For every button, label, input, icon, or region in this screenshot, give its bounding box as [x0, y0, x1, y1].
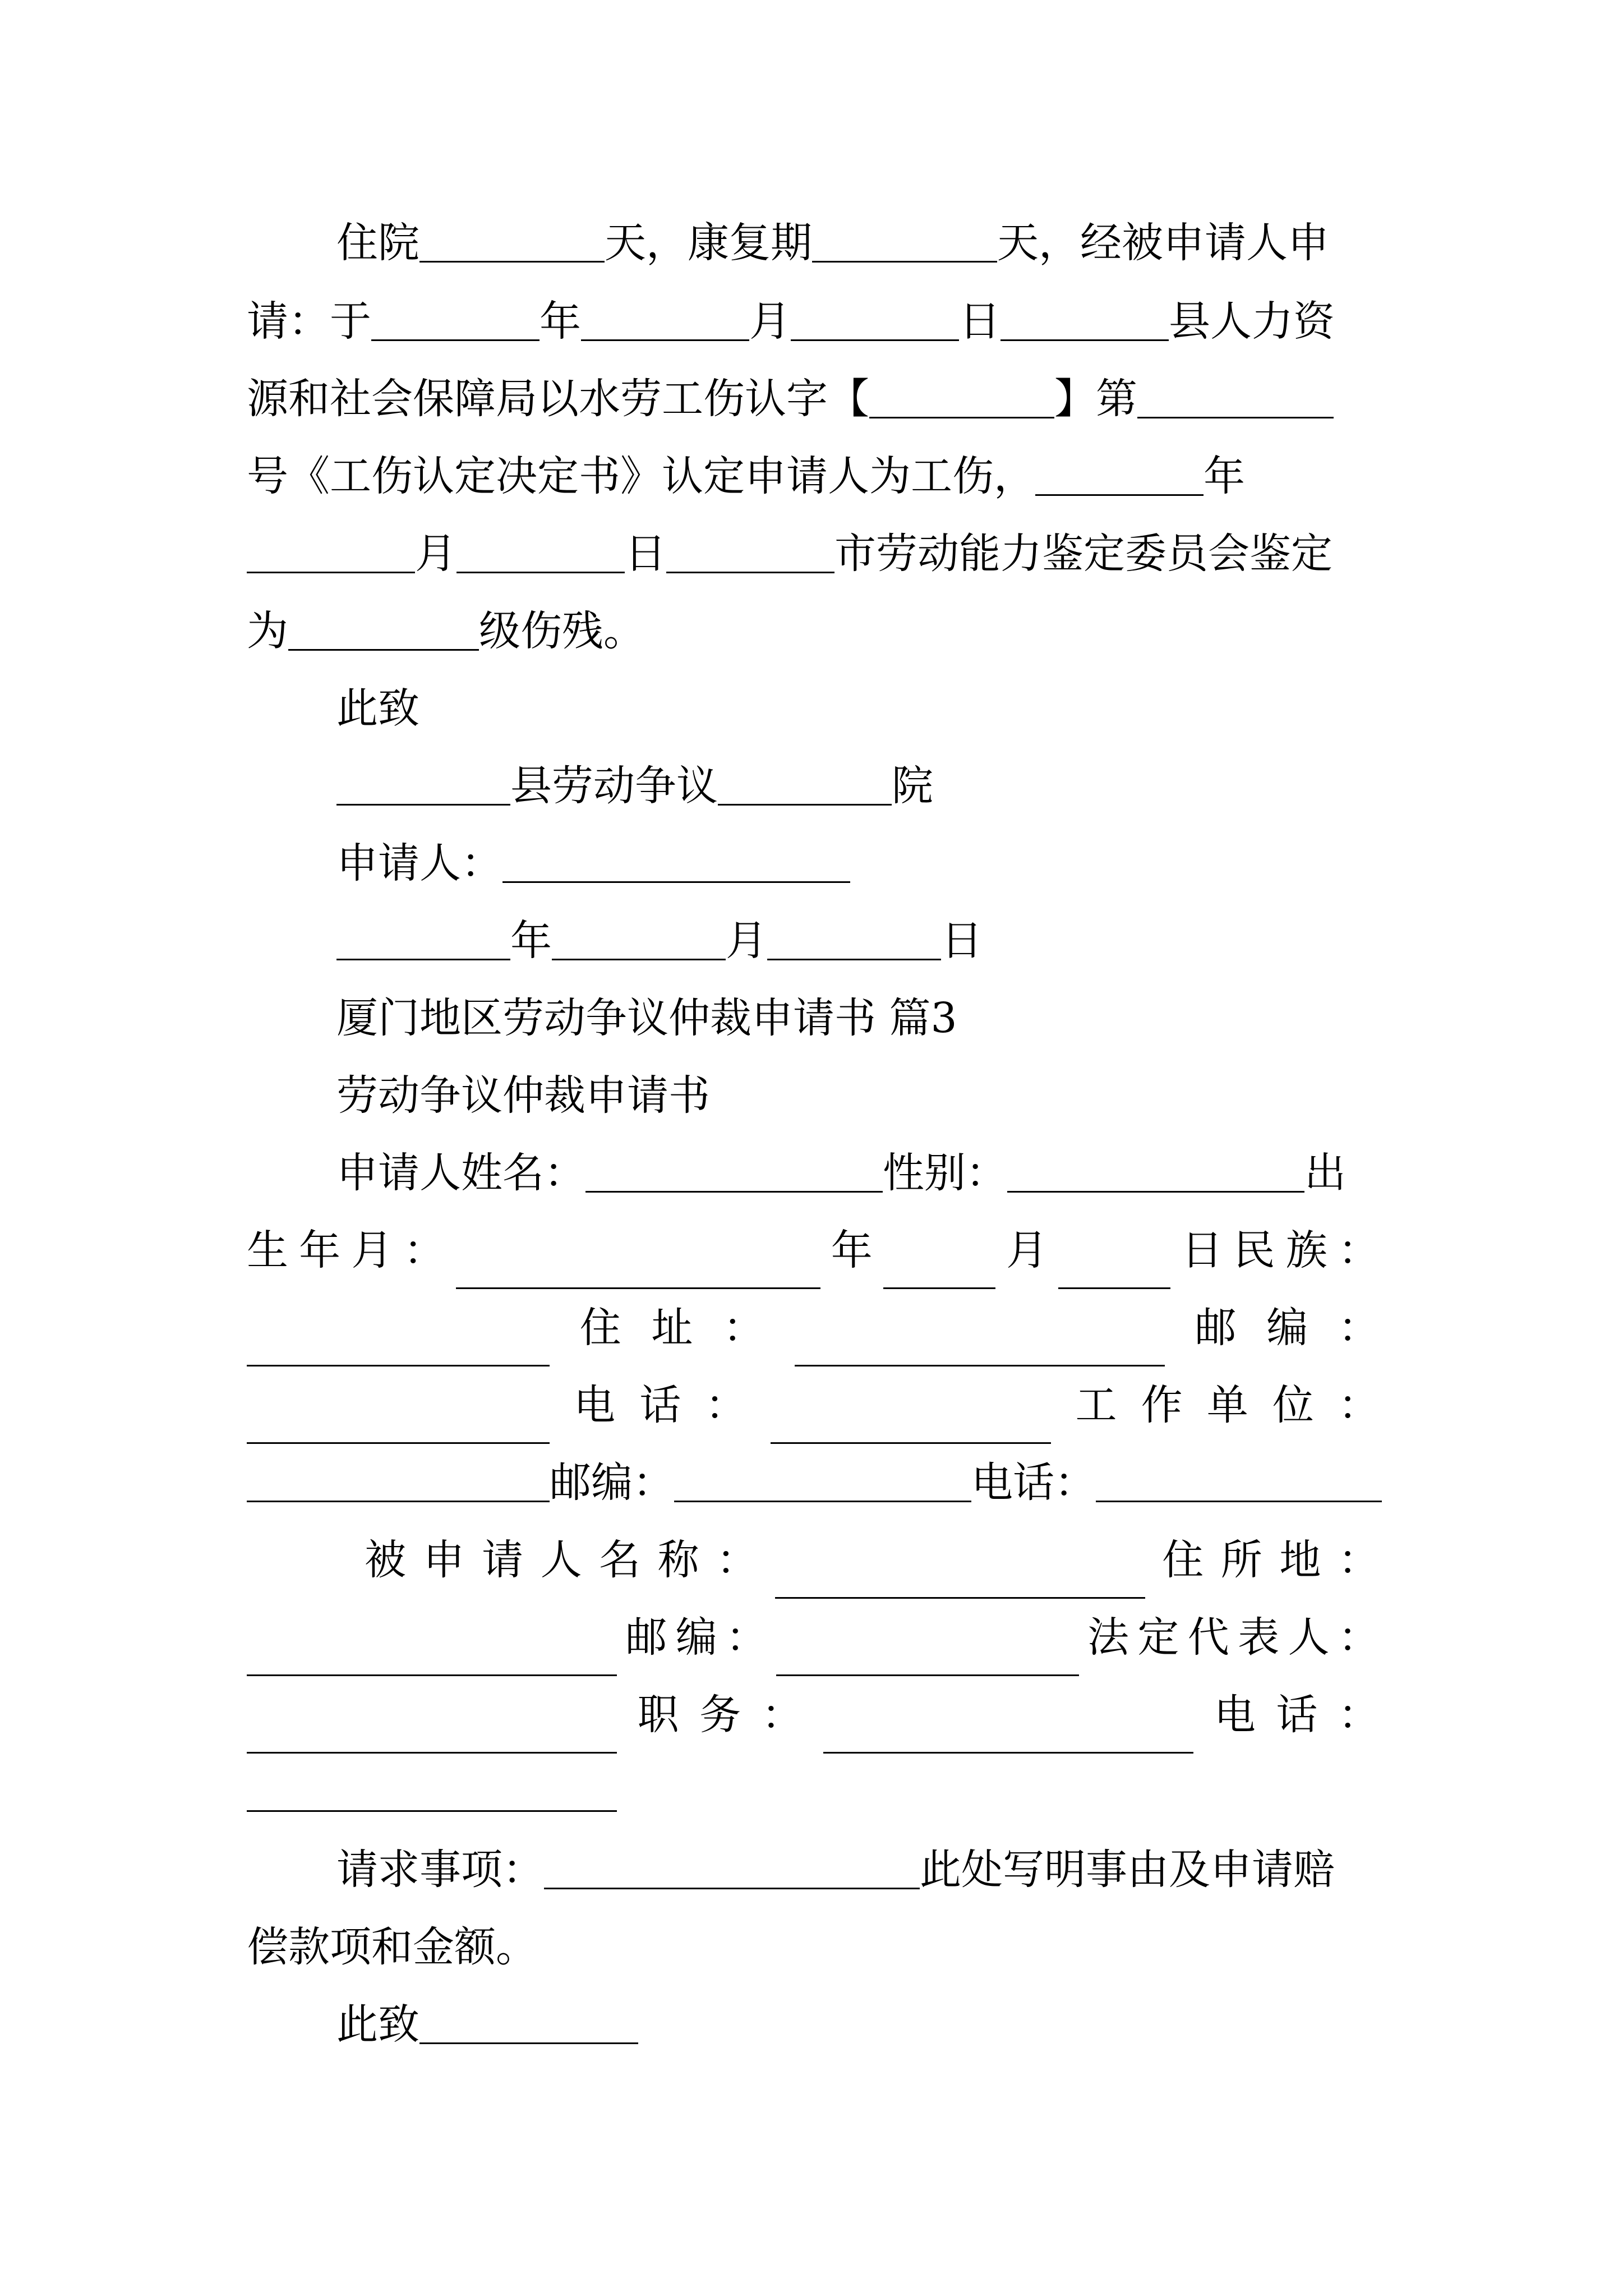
text: ：: [1338, 1536, 1380, 1584]
text: 月: [415, 530, 457, 578]
blank-field: [247, 1710, 617, 1754]
text: 日: [941, 917, 983, 965]
document-title: [336, 1057, 1380, 1134]
blank-field: [247, 1323, 550, 1366]
text: 】第: [1054, 375, 1137, 423]
text: 职: [637, 1691, 679, 1739]
text: 月: [726, 917, 767, 965]
text: 人: [1288, 1613, 1330, 1662]
blank-field: [581, 298, 749, 341]
text: 邮: [625, 1613, 667, 1662]
text: 厦门地区劳动争议仲裁申请书 篇3: [336, 994, 957, 1042]
blank-field: [585, 1149, 883, 1193]
paragraph-1-line-2: [247, 283, 1380, 360]
blank-field: [247, 1401, 550, 1444]
blank-field: [247, 1459, 550, 1502]
text: 此致: [336, 684, 419, 733]
text: 为: [247, 607, 288, 655]
blank-field: [502, 840, 850, 883]
text: 申请人姓名：: [336, 1149, 585, 1197]
text: 民: [1233, 1226, 1275, 1274]
respondent-info-line-3: [247, 1676, 1380, 1754]
text: ：: [705, 1381, 747, 1429]
request-line-2: [247, 1908, 1380, 1986]
text: 工: [1075, 1381, 1117, 1429]
text: 称: [657, 1536, 699, 1584]
text: 市劳动能力鉴定委员会鉴定: [834, 530, 1332, 578]
text: 话: [639, 1381, 681, 1429]
respondent-info-line-1: [365, 1521, 1380, 1599]
text: 日: [959, 297, 1000, 346]
text: 编: [675, 1613, 717, 1662]
blank-field: [247, 1633, 617, 1676]
blank-field: [823, 1710, 1193, 1754]
blank-field: [795, 1323, 1165, 1366]
paragraph-1-line-4: [247, 438, 1380, 515]
date-line: [336, 902, 1380, 979]
text: ：: [723, 1304, 765, 1352]
paragraph-1-line-3: [247, 360, 1380, 438]
text: ：: [1338, 1381, 1380, 1429]
blank-field: [771, 1401, 1051, 1444]
text: 年: [510, 917, 552, 965]
text: 年: [540, 297, 581, 346]
blank-field: [718, 762, 892, 806]
text: 年: [1204, 452, 1245, 500]
text: 年: [299, 1226, 341, 1274]
text: ：: [403, 1226, 445, 1274]
text: ：: [1338, 1304, 1380, 1352]
text: 月: [351, 1226, 393, 1274]
text: 单: [1206, 1381, 1248, 1429]
blank-field: [371, 298, 540, 341]
blank-field: [767, 917, 941, 960]
blank-field: [883, 1246, 995, 1289]
closing-salutation-2: [336, 1986, 1380, 2063]
text: 邮: [1195, 1304, 1237, 1352]
text: 话: [1276, 1691, 1318, 1739]
text: 人: [540, 1536, 582, 1584]
text: 住: [579, 1304, 621, 1352]
blank-field: [1007, 1149, 1304, 1193]
blank-field: [1035, 453, 1204, 496]
paragraph-1-line-5: [247, 515, 1380, 592]
text: 址: [651, 1304, 693, 1352]
recipient-line: [336, 747, 1380, 825]
text: 请：于: [247, 297, 371, 346]
blank-field: [336, 762, 510, 806]
text: 位: [1272, 1381, 1314, 1429]
text: 生: [247, 1226, 288, 1274]
text: 被: [365, 1536, 406, 1584]
blank-field: [419, 219, 605, 263]
blank-field: [544, 1846, 920, 1889]
text: 所: [1220, 1536, 1262, 1584]
text: 表: [1238, 1613, 1280, 1662]
blank-field: [336, 917, 510, 960]
applicant-info-line-2: [247, 1212, 1380, 1289]
blank-field: [869, 375, 1054, 418]
text: 电: [1214, 1691, 1256, 1739]
text: ：: [726, 1613, 768, 1662]
text: 地: [1279, 1536, 1321, 1584]
text: 月: [1006, 1226, 1048, 1274]
blank-field: [457, 530, 625, 573]
text: 编: [1266, 1304, 1308, 1352]
request-line-1: [336, 1831, 1380, 1908]
text: 电: [574, 1381, 616, 1429]
blank-field: [1096, 1459, 1382, 1502]
text: 出: [1304, 1149, 1346, 1197]
text: 电话：: [971, 1458, 1096, 1507]
text: 此致: [336, 2000, 419, 2049]
blank-field: [674, 1459, 971, 1502]
text: ：: [1338, 1613, 1380, 1662]
text: 日: [625, 530, 666, 578]
text: 申请人：: [336, 839, 502, 887]
text: 务: [699, 1691, 741, 1739]
text: 偿款项和金额。: [247, 1923, 537, 1971]
text: 代: [1187, 1613, 1229, 1662]
blank-field: [419, 2001, 638, 2044]
text: ：: [761, 1691, 803, 1739]
text: 定: [1137, 1613, 1179, 1662]
paragraph-1-line-1: [336, 204, 1380, 282]
text: 院: [892, 762, 933, 810]
text: 性别：: [883, 1149, 1007, 1197]
blank-field: [775, 1556, 1145, 1599]
text: 族: [1285, 1226, 1327, 1274]
text: 名: [599, 1536, 641, 1584]
blank-field: [247, 530, 415, 573]
blank-field: [1000, 298, 1169, 341]
respondent-info-line-4: [247, 1754, 1380, 1831]
text: 请: [482, 1536, 524, 1584]
text: 住院: [336, 219, 419, 267]
text: ：: [716, 1536, 758, 1584]
applicant-info-line-1: [336, 1134, 1380, 1212]
blank-field: [776, 1633, 1079, 1676]
text: 年: [831, 1226, 873, 1274]
blank-field: [288, 608, 479, 651]
blank-field: [791, 298, 959, 341]
text: 县劳动争议: [510, 762, 718, 810]
applicant-info-line-3: [247, 1289, 1380, 1366]
blank-field: [666, 530, 834, 573]
text: 月: [749, 297, 791, 346]
text: 请求事项：: [336, 1846, 544, 1894]
text: 日: [1181, 1226, 1223, 1274]
text: 号《工伤认定决定书》认定申请人为工伤，: [247, 452, 1035, 500]
text: 天，经被申请人申: [997, 219, 1329, 267]
blank-field: [812, 219, 997, 263]
text: ：: [1338, 1226, 1380, 1274]
text: 邮编：: [550, 1458, 674, 1507]
text: 住: [1162, 1536, 1204, 1584]
applicant-info-line-5: [247, 1444, 1380, 1521]
applicant-signature-line: [336, 825, 1380, 902]
respondent-info-line-2: [247, 1599, 1380, 1676]
blank-field: [552, 917, 726, 960]
text: 此处写明事由及申请赔: [920, 1846, 1335, 1894]
blank-field: [456, 1246, 820, 1289]
paragraph-1-line-6: [247, 592, 1380, 670]
blank-field: [1137, 375, 1334, 418]
text: ：: [1338, 1691, 1380, 1739]
section-title: [336, 979, 1380, 1057]
text: 劳动争议仲裁申请书: [336, 1071, 710, 1120]
text: 法: [1087, 1613, 1129, 1662]
closing-salutation: [336, 670, 1380, 747]
text: 天，康复期: [605, 219, 812, 267]
text: 源和社会保障局以水劳工伤认字【: [247, 375, 869, 423]
text: 申: [423, 1536, 465, 1584]
blank-field: [1058, 1246, 1170, 1289]
text: 作: [1141, 1381, 1183, 1429]
text: 县人力资: [1169, 297, 1335, 346]
text: 级伤残。: [479, 607, 645, 655]
applicant-info-line-4: [247, 1366, 1380, 1444]
blank-field: [247, 1769, 617, 1812]
